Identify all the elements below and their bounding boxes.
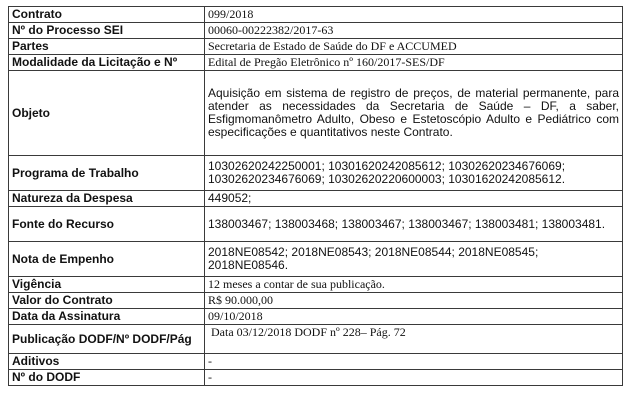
row-label: Programa de Trabalho [9,156,205,191]
row-value: Secretaria de Estado de Saúde do DF e ACCUMED [205,39,623,55]
row-label: Natureza da Despesa [9,191,205,207]
table-row-objeto [9,71,623,156]
table-row-aditivos [9,354,623,370]
table-row-partes [9,39,623,55]
row-value: 2018NE08542; 2018NE08543; 2018NE08544; 2018NE08545; 2018NE08546. [205,242,623,277]
table-row-contrato [9,7,623,23]
row-value: 099/2018 [205,7,623,23]
table-row-fonte [9,207,623,242]
row-label: Aditivos [9,354,205,370]
table-row-valor [9,293,623,309]
row-value: - [205,354,623,370]
table-row-assinatura [9,309,623,325]
row-label: Nota de Empenho [9,242,205,277]
row-value: - [205,370,623,386]
table-row-publicacao [9,325,623,354]
row-label: Partes [9,39,205,55]
row-label: Nº do Processo SEI [9,23,205,39]
row-label: Vigência [9,277,205,293]
table-row-empenho [9,242,623,277]
row-label: Contrato [9,7,205,23]
row-value: R$ 90.000,00 [205,293,623,309]
row-label: Modalidade da Licitação e Nº [9,55,205,71]
row-value: Edital de Pregão Eletrônico nº 160/2017-SES/DF [205,55,623,71]
row-label: Data da Assinatura [9,309,205,325]
row-value: 09/10/2018 [205,309,623,325]
row-label: Fonte do Recurso [9,207,205,242]
row-label: Publicação DODF/Nº DODF/Pág [9,325,205,354]
table-row-modalidade [9,55,623,71]
row-value: 138003467; 138003468; 138003467; 138003467; 138003481; 138003481. [205,207,623,242]
row-value: 00060-00222382/2017-63 [205,23,623,39]
table-row-dodf [9,370,623,386]
contract-table [8,6,623,386]
row-value: 10302620242250001; 10301620242085612; 10302620234676069; 10302620234676069; 10302620220600003; 10301620242085612. [205,156,623,191]
row-label: Nº do DODF [9,370,205,386]
row-value: Aquisição em sistema de registro de preços, de material permanente, para atender as necessidades da Secretaria de Saúde – DF, a saber, Esfigmomanômetro Adulto, Obeso e Estetoscópio Adulto e Pediátrico com especificações e quantitativos neste Contrato. [205,71,623,156]
table-row-processo [9,23,623,39]
table-row-programa [9,156,623,191]
row-label: Objeto [9,71,205,156]
table-row-natureza [9,191,623,207]
table-row-vigencia [9,277,623,293]
row-value: 449052; [205,191,623,207]
row-value: Data 03/12/2018 DODF nº 228– Pág. 72 [205,325,623,354]
row-value: 12 meses a contar de sua publicação. [205,277,623,293]
contract-summary [8,6,623,414]
row-label: Valor do Contrato [9,293,205,309]
